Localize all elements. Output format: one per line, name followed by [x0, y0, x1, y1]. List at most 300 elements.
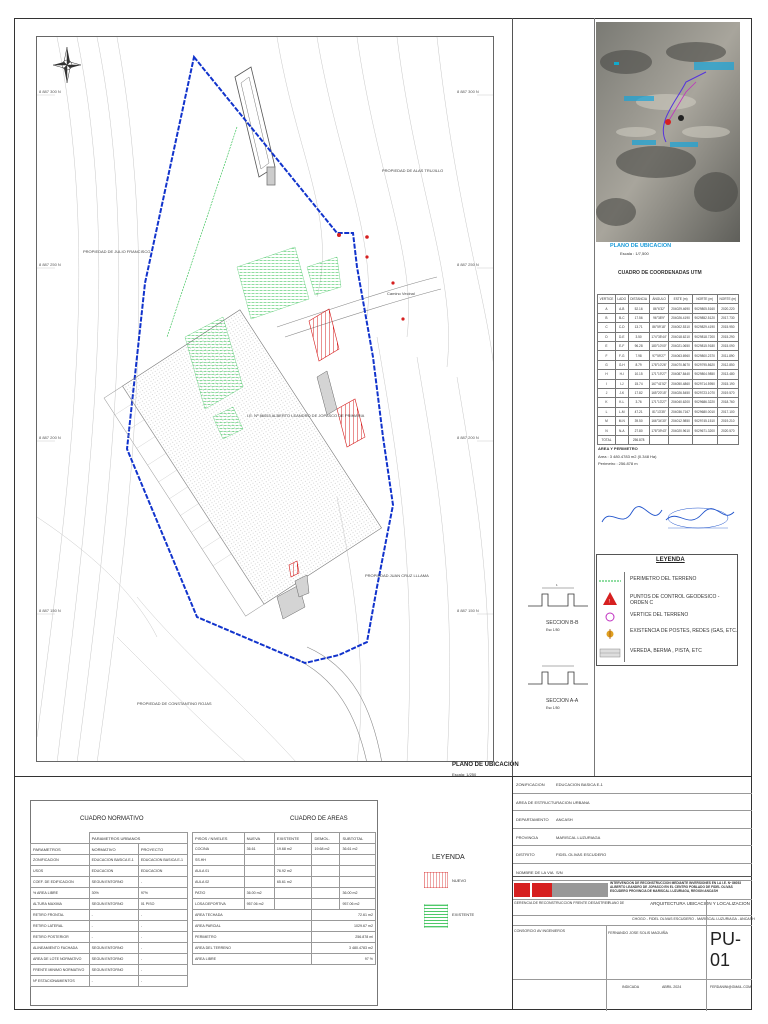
utm-cell: 97°59'27": [649, 351, 669, 360]
table-row: [598, 360, 739, 369]
table-row: [31, 976, 188, 987]
utm-cell: C-D: [615, 323, 628, 332]
utm-cell: 9029745.1510: [692, 417, 717, 426]
utm-cell: N-A: [615, 426, 628, 435]
utm-cell: 174°35'44": [649, 332, 669, 341]
utm-cell: 2018.760: [717, 398, 738, 407]
utm-cell: M: [598, 417, 616, 426]
cn-cell: -: [138, 965, 187, 976]
ca-header: NUEVA: [244, 833, 274, 844]
cn-cell: -: [138, 943, 187, 954]
table-row: [598, 407, 739, 416]
legend-item-posts: [596, 626, 738, 644]
utm-cell: A-B: [615, 304, 628, 313]
grid-label: 8 887 200 N: [457, 435, 479, 440]
neighbor-label: PROPIEDAD DE CONSTANTINO ROJAS: [137, 701, 212, 706]
utm-cell: 204012.9850: [669, 417, 692, 426]
cn-cell: -: [89, 910, 138, 921]
grid-label: 8 887 300 N: [457, 89, 479, 94]
info-label: NOMBRE DE LA VIA: [516, 869, 554, 875]
cn-cell: SEGUN ENTORNO: [89, 943, 138, 954]
utm-cell: 3.50: [628, 332, 649, 341]
grid-label: 8 887 250 N: [457, 262, 479, 267]
utm-cell: H-I: [615, 370, 628, 379]
cn-cell: ALINEAMIENTO FACHADA: [31, 943, 90, 954]
ca-cell: SS.HH: [193, 855, 245, 866]
summary-label: AREA TECHADA: [193, 910, 312, 921]
utm-cell: 2015.190: [717, 379, 738, 388]
utm-cell: F: [598, 351, 616, 360]
utm-cell: B-C: [615, 313, 628, 322]
utm-cell: L-M: [615, 407, 628, 416]
table-row: [193, 866, 376, 877]
table-row: [598, 417, 739, 426]
ca-header: SUBTOTAL: [340, 833, 376, 844]
grid-label: 8 887 200 N: [39, 435, 61, 440]
location-map-title: PLANO DE UBICACION: [610, 243, 672, 249]
utm-cell: 9029818.7200: [692, 332, 717, 341]
table-row: [193, 855, 376, 866]
summary-value: 1029.67 m2: [312, 921, 376, 932]
ca-cell: 76.92 m2: [274, 866, 312, 877]
table-row: [598, 304, 739, 313]
summary-label: AREA PARCIAL: [193, 921, 312, 932]
cn-header: NORMATIVO: [89, 844, 138, 855]
utm-cell: 9029680.0010: [692, 407, 717, 416]
utm-header: LADO: [615, 295, 628, 304]
summary-row: [193, 932, 376, 943]
table-row: [598, 323, 739, 332]
utm-cell: 47.21: [628, 407, 649, 416]
utm-cell: 96.28: [628, 341, 649, 350]
utm-cell: 9029714.5950: [692, 379, 717, 388]
utm-total-label: TOTAL: [598, 435, 616, 444]
summary-value: 256.878 ml: [312, 932, 376, 943]
ca-cell: [274, 855, 312, 866]
utm-cell: 10.15: [628, 370, 649, 379]
section-bb-drawing: [528, 568, 588, 618]
table-row: [193, 888, 376, 899]
table-row: [598, 341, 739, 350]
cn-cell: SEGUN ENTORNO: [89, 954, 138, 965]
grid-label: 8 887 150 N: [39, 608, 61, 613]
ca-cell: [244, 866, 274, 877]
post-icon: [596, 626, 624, 644]
utm-cell: L: [598, 407, 616, 416]
info-label: ZONIFICACION: [516, 782, 545, 787]
ca-cell: AULA 02: [193, 877, 245, 888]
utm-cell: 204036.7167: [669, 407, 692, 416]
sheet-name: ARQUITECTURA UBICACION Y LOCALIZACION: [650, 901, 750, 906]
utm-cell: G-H: [615, 360, 628, 369]
table-row: [598, 379, 739, 388]
table-row: [598, 332, 739, 341]
utm-cell: 2019.570: [717, 388, 738, 397]
site-plan: [36, 36, 494, 762]
utm-cell: 3.76: [628, 398, 649, 407]
legend-item-sidewalk: [596, 644, 738, 662]
contractor: CONSORCIO AV INGENIEROS: [514, 929, 566, 933]
table-row: [31, 943, 188, 954]
utm-cell: 2019.210: [717, 417, 738, 426]
utm-cell: J: [598, 388, 616, 397]
scale-value: INDICADA: [622, 985, 640, 989]
cn-cell: ZONIFICACION: [31, 855, 90, 866]
legend-label: PERIMETRO DEL TERRENO: [630, 576, 697, 582]
utm-cell: 2015.090: [717, 341, 738, 350]
utm-cell: 81°13'35": [649, 407, 669, 416]
utm-cell: E: [598, 341, 616, 350]
ca-cell: [312, 855, 340, 866]
utm-cell: I-J: [615, 379, 628, 388]
cn-cell: -: [138, 910, 187, 921]
utm-cell: 2011.890: [717, 351, 738, 360]
utm-cell: 204063.6960: [669, 351, 692, 360]
project-name: INTERVENCION DE RECONSTRUCCION MEDIANTE INVERSIONES EN LA I.E. Nº 86053 ALBERTO LEANDRO DE JOPASCO EN EL CENTRO POBLADO DE FIDEL OLIVAS ESCUDERO PROVINCIA DE MARISCAL LUZURIAGA, REGION ANCASH: [610, 881, 741, 893]
grid-label: 8 887 150 N: [457, 608, 479, 613]
legend-label: EXISTENCIA DE POSTES, REDES (GAS, ETC.: [630, 628, 738, 634]
utm-cell: 9029671.3200: [692, 426, 717, 435]
summary-value: 97 %: [312, 954, 376, 965]
ca-cell: AULA 01: [193, 866, 245, 877]
section-bb-title: SECCION B-B: [546, 620, 579, 626]
sheet-number: PU-01: [710, 929, 741, 970]
summary-row: [193, 954, 376, 965]
cn-cell: % AREA LIBRE: [31, 888, 90, 899]
signature-stamp: [598, 500, 738, 536]
summary-label: AREA DEL TERRENO: [193, 943, 312, 954]
area-perimeter-title: AREA Y PERIMETRO: [598, 446, 638, 451]
cn-cell: EDUCACION BASICA E-1: [138, 855, 187, 866]
email-value: FERDANINI@GMAIL.COM: [710, 985, 752, 989]
date-value: ABRIL 2024: [662, 985, 682, 989]
utm-cell: 2013.480: [717, 370, 738, 379]
ca-header: EXISTENTE: [274, 833, 312, 844]
utm-cell: 27.80: [628, 426, 649, 435]
ca-cell: [340, 866, 376, 877]
aerial-image: [596, 22, 740, 242]
utm-cell: 8.79: [628, 360, 649, 369]
ca-header: PISOS / NIVELES: [193, 833, 245, 844]
info-value: MARISCAL LUZURIAGA: [556, 834, 601, 840]
utm-cell: A: [598, 304, 616, 313]
utm-cell: G: [598, 360, 616, 369]
cn-cell: AREA DE LOTE NORMATIVO: [31, 954, 90, 965]
table-row: [31, 910, 188, 921]
utm-cell: 2020.570: [717, 426, 738, 435]
grid-label: 8 887 300 N: [39, 89, 61, 94]
table-row: [193, 844, 376, 855]
utm-cell: 166°34'30": [649, 417, 669, 426]
info-value: S/N: [556, 869, 563, 875]
grid-label: 8 887 250 N: [39, 262, 61, 267]
utm-cell: 204087.8440: [669, 370, 692, 379]
utm-cell: 204050.4860: [669, 379, 692, 388]
cn-cell: 01 PISO: [138, 899, 187, 910]
info-label: DISTRITO: [516, 852, 535, 857]
summary-row: [193, 943, 376, 954]
cuadro-normativo-table: [30, 832, 188, 987]
area-value: Area : 3 480.4783 m2 (0.348 Ha): [598, 454, 657, 459]
ca-cell: COCINA: [193, 844, 245, 855]
location-map-scale: Escala : 1/7,500: [620, 251, 649, 256]
cn-cell: SEGUN ENTORNO: [89, 877, 138, 888]
utm-cell: 9029815.9180: [692, 341, 717, 350]
table-row: [31, 932, 188, 943]
existing-hatch-icon: [424, 904, 448, 928]
ca-cell: [312, 877, 340, 888]
sheet-label: PLANO DE: [608, 901, 625, 905]
utm-cell: 178°10'26": [649, 360, 669, 369]
cuadro-areas-table: [192, 832, 376, 965]
utm-cell: 9029686.3220: [692, 398, 717, 407]
bottom-legend-title: LEYENDA: [432, 854, 465, 861]
utm-cell: K: [598, 398, 616, 407]
ca-cell: 19.68 m2: [312, 844, 340, 855]
neighbor-label: PROPIEDAD DE ALAS TRUJILLO: [382, 168, 444, 173]
ca-cell: [340, 877, 376, 888]
agency-logo: [552, 883, 608, 897]
utm-cell: F-G: [615, 351, 628, 360]
neighbor-label: PROPIEDAD JUAN CRUZ LLLAMA: [365, 573, 429, 578]
utm-header: NORTE (m): [717, 295, 738, 304]
cn-cell: RETIRO LATERAL: [31, 921, 90, 932]
cn-cell: 30%: [89, 888, 138, 899]
cn-cell: USOS: [31, 866, 90, 877]
utm-header: DISTANCIA: [628, 295, 649, 304]
utm-cell: D: [598, 332, 616, 341]
utm-header: ÁNGULO: [649, 295, 669, 304]
section-bb-scale: Esc 1/50: [546, 628, 560, 632]
cn-cell: COEF. DE EDIFICACION: [31, 877, 90, 888]
utm-cell: C: [598, 323, 616, 332]
table-row: [31, 965, 188, 976]
utm-cell: 15.74: [628, 379, 649, 388]
ca-header: DEMOL.: [312, 833, 340, 844]
utm-cell: 167°41'52": [649, 379, 669, 388]
summary-value: 3 480.4783 m2: [312, 943, 376, 954]
cn-header: PROYECTO: [138, 844, 187, 855]
utm-cell: 171°13'27": [649, 398, 669, 407]
summary-label: AREA LIBRE: [193, 954, 312, 965]
info-value: ANCASH: [556, 817, 573, 822]
utm-cell: 204040.6200: [669, 398, 692, 407]
circle-icon: [596, 608, 624, 626]
utm-cell: K-L: [615, 398, 628, 407]
utm-table-title: CUADRO DE COORDENADAS UTM: [618, 270, 702, 276]
summary-row: [193, 910, 376, 921]
location-map: [596, 22, 740, 242]
table-row: [193, 899, 376, 910]
road-label: Camino Vecinal: [387, 291, 415, 296]
utm-cell: E-F: [615, 341, 628, 350]
info-row: [512, 811, 752, 829]
table-row: [193, 877, 376, 888]
info-block: [512, 776, 752, 876]
ca-cell: 19.68 m2: [274, 844, 312, 855]
table-row: [31, 866, 188, 877]
legend-label: PUNTOS DE CONTROL GEODESICO - ORDEN C: [630, 594, 720, 606]
utm-cell: 2017.100: [717, 407, 738, 416]
plan-title: PLANO DE UBICACIÓN: [452, 762, 519, 768]
utm-cell: M-N: [615, 417, 628, 426]
utm-cell: 39.50: [628, 417, 649, 426]
utm-cell: 204002.5310: [669, 323, 692, 332]
utm-cell: 9029795.8620: [692, 360, 717, 369]
info-value: FIDEL OLIVAS ESCUDERO: [556, 852, 607, 857]
utm-cell: 204070.8670: [669, 360, 692, 369]
table-row: [598, 388, 739, 397]
legend-item-control-points: [596, 590, 738, 608]
cn-cell: -: [138, 921, 187, 932]
ca-cell: [244, 877, 274, 888]
legend-label: VERTICE DEL TERRENO: [630, 612, 689, 618]
table-row: [598, 426, 739, 435]
utm-cell: 7.98: [628, 351, 649, 360]
ca-cell: 957.06 m2: [244, 899, 274, 910]
ministry-logo: [532, 883, 552, 897]
ca-cell: 36.61 m2: [340, 844, 376, 855]
cuadro-areas-title: CUADRO DE AREAS: [290, 816, 348, 822]
utm-cell: 86°6'32": [649, 304, 669, 313]
cn-cell: EDUCACION: [89, 866, 138, 877]
info-row: [512, 794, 752, 812]
neighbor-label: PROPIEDAD DE JULIO FRANCISCO: [83, 249, 151, 254]
utm-cell: 204026.5450: [669, 388, 692, 397]
info-row: [512, 776, 752, 794]
peru-shield-logo: [514, 883, 530, 897]
utm-cell: 9029723.1070: [692, 388, 717, 397]
info-value: EDUCACION BASICA E-1: [556, 782, 603, 787]
ca-cell: [312, 899, 340, 910]
legend-existente-label: EXISTENTE: [452, 912, 475, 917]
ca-cell: 36.00 m2: [340, 888, 376, 899]
cn-subhead: PARAMETROS URBANOS: [89, 833, 187, 844]
utm-cell: 165°20'15": [649, 388, 669, 397]
utm-table: [597, 294, 739, 445]
site-plan-drawing: [37, 37, 494, 762]
cn-cell: SEGUN ENTORNO: [89, 899, 138, 910]
ca-cell: LOSA DEPORTIVA: [193, 899, 245, 910]
table-row: [31, 899, 188, 910]
sidewalk-icon: [596, 644, 624, 662]
table-row: [31, 921, 188, 932]
cn-cell: -: [138, 976, 187, 987]
section-aa-scale: Esc 1/50: [546, 706, 560, 710]
cn-cell: EDUCACION BASICA E-1: [89, 855, 138, 866]
utm-cell: H: [598, 370, 616, 379]
utm-cell: J-K: [615, 388, 628, 397]
cn-header: PARAMETROS: [31, 844, 90, 855]
utm-cell: 17.82: [628, 388, 649, 397]
school-label: I.E. Nº 86053 ALBERTO LEANDRO DE JOPASCO DE PRIMARIA: [247, 413, 365, 418]
project-location: CHOGO - FIDEL OLIVAS ESCUDERO - MARISCAL LUZURIAGA - ANCASH: [632, 917, 755, 921]
title-block: [512, 876, 755, 1010]
utm-header: ESTE (m): [669, 295, 692, 304]
cn-cell: -: [89, 932, 138, 943]
cn-cell: EDUCACION: [138, 866, 187, 877]
perimeter-value: Perimetro : 256.878 m: [598, 461, 638, 466]
utm-cell: 17.56: [628, 313, 649, 322]
section-aa-title: SECCION A-A: [546, 698, 579, 704]
triangle-icon: [596, 590, 624, 608]
info-row: [512, 829, 752, 847]
utm-cell: 204021.0650: [669, 341, 692, 350]
utm-cell: 2015.290: [717, 332, 738, 341]
utm-cell: 2015.950: [717, 323, 738, 332]
ca-cell: [340, 855, 376, 866]
plan-scale: Escala: 1/250: [452, 772, 477, 777]
utm-cell: 171°19'27": [649, 370, 669, 379]
cn-cell: -: [138, 932, 187, 943]
cn-cell: Nº ESTACIONAMIENTOS: [31, 976, 90, 987]
ca-cell: PATIO: [193, 888, 245, 899]
utm-cell: 9029805.5160: [692, 304, 717, 313]
utm-cell: 96°38'9": [649, 313, 669, 322]
utm-header: VERTICE: [598, 295, 616, 304]
cn-cell: SEGUN ENTORNO: [89, 965, 138, 976]
entity: GERENCIA DE RECONSTRUCCION FRENTE DESASTRES: [514, 901, 610, 905]
svg-text:1: 1: [556, 583, 558, 587]
cn-cell: FRENTE MINIMO NORMATIVO: [31, 965, 90, 976]
legend-item-vertex: [596, 608, 738, 626]
utm-cell: 9029804.9850: [692, 370, 717, 379]
table-row: [31, 877, 188, 888]
utm-cell: 180°10'00": [649, 341, 669, 350]
utm-cell: 13.71: [628, 323, 649, 332]
info-label: PROVINCIA: [516, 834, 539, 840]
ca-cell: [244, 855, 274, 866]
ca-cell: 957.06 m2: [340, 899, 376, 910]
new-hatch-icon: [424, 872, 448, 888]
cn-cell: ALTURA MAXIMA: [31, 899, 90, 910]
cn-cell: RETIRO FRONTAL: [31, 910, 90, 921]
utm-cell: 2020.220: [717, 304, 738, 313]
summary-row: [193, 921, 376, 932]
cn-cell: -: [89, 976, 138, 987]
cn-cell: RETIRO POSTERIOR: [31, 932, 90, 943]
ca-cell: 36.00 m2: [244, 888, 274, 899]
table-row: [31, 888, 188, 899]
utm-cell: 9029829.4190: [692, 323, 717, 332]
utm-cell: D-E: [615, 332, 628, 341]
ca-cell: 36.61: [244, 844, 274, 855]
north-arrow-icon: [53, 47, 81, 83]
ca-cell: 65.61 m2: [274, 877, 312, 888]
utm-cell: 204026.4190: [669, 313, 692, 322]
utm-cell: 2012.850: [717, 360, 738, 369]
legend-nuevo-label: NUEVO: [452, 878, 467, 883]
table-row: [598, 398, 739, 407]
table-row: [31, 954, 188, 965]
cn-cell: -: [138, 877, 187, 888]
svg-text:!: !: [608, 599, 610, 605]
summary-label: PERIMETRO: [193, 932, 312, 943]
cn-cell: -: [89, 921, 138, 932]
utm-cell: I: [598, 379, 616, 388]
utm-cell: 178°39'43": [649, 426, 669, 435]
cuadro-normativo-title: CUADRO NORMATIVO: [80, 816, 144, 822]
ca-cell: [274, 888, 312, 899]
responsible: FERNANDO JOSE SOLIS MAGUIÑA: [608, 931, 668, 935]
utm-cell: 2017.730: [717, 313, 738, 322]
info-label: DEPARTAMENTO: [516, 817, 549, 822]
table-row: [598, 313, 739, 322]
ca-cell: [274, 899, 312, 910]
utm-cell: 204029.4690: [669, 304, 692, 313]
cn-cell: -: [138, 954, 187, 965]
utm-cell: 204020.9610: [669, 426, 692, 435]
